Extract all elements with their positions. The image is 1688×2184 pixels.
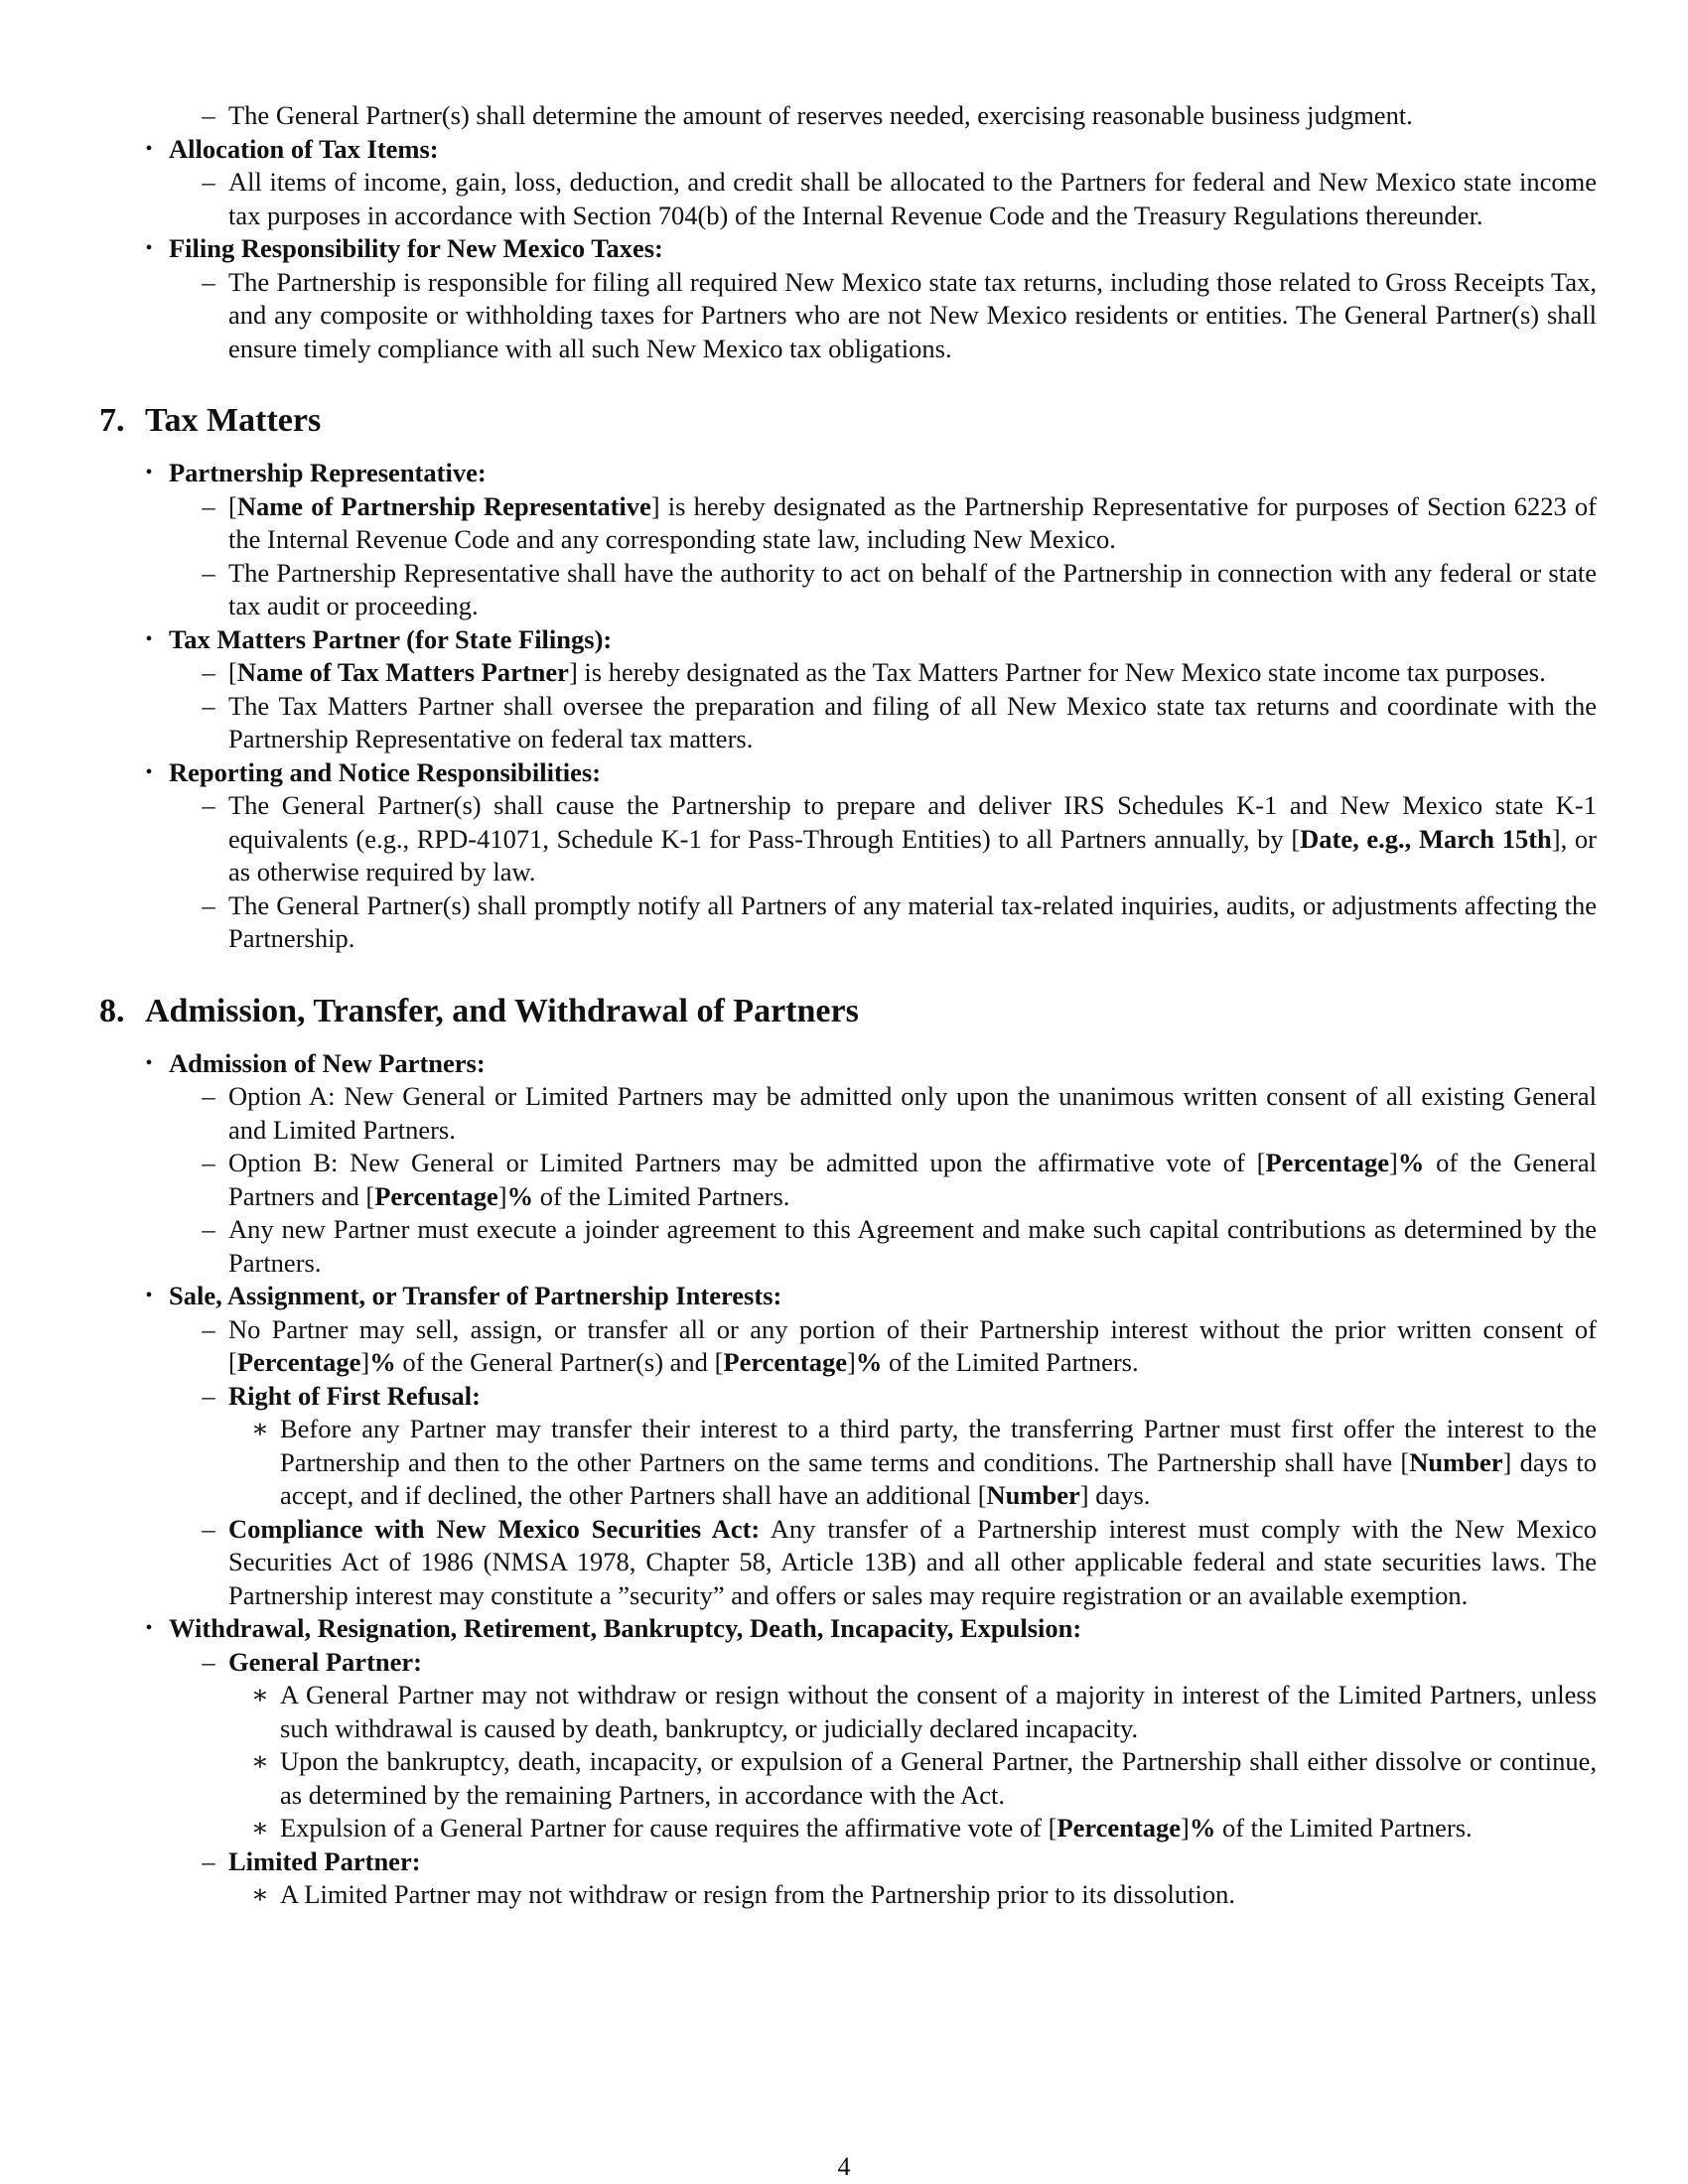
list-item [99,656,1597,690]
placeholder-percentage: Percentage [1056,1813,1182,1843]
star-marker: ∗ [250,1680,269,1709]
bracket: ] [568,657,578,687]
star-marker: ∗ [250,1879,269,1909]
list-item [99,1380,1597,1414]
section-heading-admission [99,992,1597,1031]
bullet-marker: • [145,1285,153,1306]
list-item [99,1646,1597,1680]
star-marker: ∗ [250,1414,269,1443]
list-item [99,1080,1597,1147]
bracket: [ [365,1180,375,1211]
placeholder-tmp-name: Name of Tax Matters Partner [236,657,569,687]
star-marker: ∗ [250,1746,269,1776]
percent-sign: % [1189,1813,1216,1843]
gp-title: General Partner: [228,1646,422,1677]
dash-marker: – [202,1148,215,1177]
placeholder-date: Date, e.g., March 15th [1300,823,1552,854]
percent-sign: % [1397,1148,1425,1177]
option-a-text: Option A: New General or Limited Partners may be admitted only upon the unanimous written consent of all existing General and Limited Partners. [228,1081,1597,1145]
bracket: [ [1400,1446,1410,1477]
section-title: Admission, Transfer, and Withdrawal of Partners [145,992,859,1029]
rofr-tail: days. [1095,1480,1151,1510]
filing-text: The Partnership is responsible for filing all required New Mexico state tax returns, including those related to Gross Receipts Tax, and any composite or withholding taxes for Partners who are not New Mexico residents or entities. The General Partner(s) shall ensure timely compliance with all such New Mexico tax obligations. [228,266,1597,363]
dash-marker: – [202,557,215,588]
filing-title: Filing Responsibility for New Mexico Taxes: [169,233,663,263]
bullet-marker: • [145,1617,153,1639]
bullet-marker: • [145,137,153,160]
bracket: ] [846,1347,856,1377]
star-marker: ∗ [250,1813,269,1843]
list-item [99,756,1597,790]
bracket: ] [650,490,660,521]
bracket: ] [497,1180,507,1211]
gp-item3-tail: of the Limited Partners. [1221,1813,1473,1843]
bullet-marker: • [145,627,153,650]
gp-item2: Upon the bankruptcy, death, incapacity, or expulsion of a General Partner, the Partnership shall either dissolve or continue, as determined by the remaining Partners, in accordance with the Act. [280,1746,1597,1810]
document-page [99,99,1597,1912]
bullet-marker: • [145,462,153,483]
bracket: [ [1048,1813,1057,1843]
joinder-text: Any new Partner must execute a joinder agreement to this Agreement and make such capital contributions as determined by the Partners. [228,1214,1597,1278]
list-item [99,1313,1597,1380]
placeholder-number: Number [1409,1446,1503,1477]
bracket: [ [228,657,237,687]
bracket: [ [714,1347,724,1377]
list-item [99,457,1597,490]
dash-marker: – [202,1081,215,1111]
list-item [99,1745,1597,1812]
lp-item1: A Limited Partner may not withdraw or resign from the Partnership prior to its dissolution. [280,1879,1235,1909]
placeholder-percentage: Percentage [723,1347,847,1377]
gp-item1: A General Partner may not withdraw or resign without the consent of a majority in interest of the Limited Partners, unless such withdrawal is caused by death, bankruptcy, or judicially declared incapacity. [280,1680,1597,1743]
reserves-text: The General Partner(s) shall determine the amount of reserves needed, exercising reasonable business judgment. [228,100,1413,130]
list-item [99,889,1597,956]
report-item1-text: The General Partner(s) shall cause the Partnership to prepare and deliver IRS Schedules K-1 and New Mexico state K-1 equivalents (e.g., RPD-41071, Schedule K-1 for Pass-Through Entities) to all Partners annually, by [228,790,1597,854]
list-item [99,266,1597,366]
bracket: ] [1079,1480,1089,1510]
list-item [99,1280,1597,1313]
rep-item2-text: The Partnership Representative shall have the authority to act on behalf of the Partnership in connection with any federal or state tax audit or proceeding. [228,557,1597,620]
list-item [99,1612,1597,1646]
gp-item3: Expulsion of a General Partner for cause requires the affirmative vote of [280,1813,1042,1843]
report-item1-tail: , or as otherwise required by law. [228,823,1597,887]
percent-sign: % [369,1347,396,1377]
dash-marker: – [202,690,215,721]
bracket: [ [228,1347,237,1377]
page-number: 4 [837,2152,851,2181]
securities-title: Compliance with New Mexico Securities Act: [228,1513,761,1544]
bullet-marker: • [145,1051,153,1074]
list-item [99,166,1597,232]
allocation-title: Allocation of Tax Items: [169,133,439,164]
rofr-text: Before any Partner may transfer their interest to a third party, the transferring Partner must first offer the interest to the Partnership and then to the other Partners on the same terms and conditions. The Partnership shall have [280,1414,1597,1477]
placeholder-percentage: Percentage [1265,1148,1390,1177]
rofr-title: Right of First Refusal: [228,1380,481,1411]
option-b-mid: of the General Partners and [228,1148,1598,1211]
list-item [99,1513,1597,1613]
list-item [99,623,1597,657]
dash-marker: – [202,490,215,521]
report-item2-text: The General Partner(s) shall promptly notify all Partners of any material tax-related inquiries, audits, or adjustments affecting the Partnership. [228,889,1597,953]
dash-marker: – [202,657,215,687]
section-heading-tax-matters [99,401,1597,441]
rep-title: Partnership Representative: [169,458,487,487]
percent-sign: % [855,1347,883,1377]
list-item [99,490,1597,557]
tmp-item2-text: The Tax Matters Partner shall oversee the preparation and filing of all New Mexico state tax returns and coordinate with the Partnership Representative on federal tax matters. [228,690,1597,753]
list-item [99,1845,1597,1879]
section-number: 8. [99,992,125,1029]
bracket: [ [228,490,237,521]
option-b-tail: of the Limited Partners. [539,1180,790,1211]
list-item [99,133,1597,167]
bullet-marker: • [145,237,153,259]
list-item [99,557,1597,623]
dash-marker: – [202,100,215,130]
tmp-title: Tax Matters Partner (for State Filings): [169,623,613,654]
bracket: ] [1502,1446,1512,1477]
admission-title: Admission of New Partners: [169,1047,486,1078]
dash-marker: – [202,167,215,197]
list-item [99,1679,1597,1745]
list-item [99,232,1597,266]
placeholder-number: Number [986,1480,1080,1510]
list-item [99,1213,1597,1280]
lp-title: Limited Partner: [228,1845,421,1876]
dash-marker: – [202,266,215,297]
dash-marker: – [202,1513,215,1544]
section-title: Tax Matters [145,402,322,439]
sale-text: No Partner may sell, assign, or transfer all or any portion of their Partnership interest without the prior written consent of [228,1313,1597,1344]
placeholder-percentage: Percentage [236,1347,361,1377]
dash-marker: – [202,889,215,920]
dash-marker: – [202,1646,215,1677]
dash-marker: – [202,790,215,820]
tmp-item1-text: is hereby designated as the Tax Matters Partner for New Mexico state income tax purposes. [584,657,1546,687]
allocation-text: All items of income, gain, loss, deduction, and credit shall be allocated to the Partners for federal and New Mexico state income tax purposes in accordance with Section 704(b) of the Internal Revenue Code and the Treasury Regulations thereunder. [228,167,1597,230]
dash-marker: – [202,1845,215,1876]
bracket: ] [1181,1813,1190,1843]
dash-marker: – [202,1214,215,1244]
dash-marker: – [202,1313,215,1344]
list-item [99,1047,1597,1081]
bracket: ] [1551,823,1561,854]
list-item [99,1812,1597,1845]
bracket: ] [1389,1148,1398,1177]
rep-item1-text: is hereby designated as the Partnership Representative for purposes of Section 6223 of the Internal Revenue Code and any corresponding state law, including New Mexico. [228,490,1597,554]
bracket: [ [1291,823,1301,854]
sale-title: Sale, Assignment, or Transfer of Partnership Interests: [169,1281,782,1310]
report-title: Reporting and Notice Responsibilities: [169,756,602,787]
sale-mid: of the General Partner(s) and [402,1347,708,1377]
section-number: 7. [99,402,125,439]
dash-marker: – [202,1380,215,1411]
placeholder-rep-name: Name of Partnership Representative [236,490,651,521]
list-item [99,99,1597,133]
bullet-marker: • [145,760,153,783]
placeholder-percentage: Percentage [374,1180,498,1211]
option-b-text: Option B: New General or Limited Partners may be admitted upon the affirmative vote of [228,1148,1245,1177]
list-item [99,1413,1597,1513]
percent-sign: % [506,1180,534,1211]
bracket: [ [1256,1148,1266,1177]
securities-text: Any transfer of a Partnership interest must comply with the New Mexico Securities Act of 1986 (NMSA 1978, Chapter 58, Article 13B) and all other applicable federal and state securities laws. The Partnership interest may constitute a ”security” and offers or sales may require registration or an available exemption. [228,1513,1597,1610]
list-item [99,789,1597,889]
withdrawal-title: Withdrawal, Resignation, Retirement, Bankruptcy, Death, Incapacity, Expulsion: [169,1613,1082,1643]
bracket: ] [360,1347,370,1377]
rofr-mid: days to accept, and if declined, the other Partners shall have an additional [280,1446,1598,1510]
list-item [99,690,1597,756]
list-item [99,1147,1597,1213]
sale-tail: of the Limited Partners. [888,1347,1139,1377]
bracket: [ [977,1480,987,1510]
list-item [99,1878,1597,1912]
